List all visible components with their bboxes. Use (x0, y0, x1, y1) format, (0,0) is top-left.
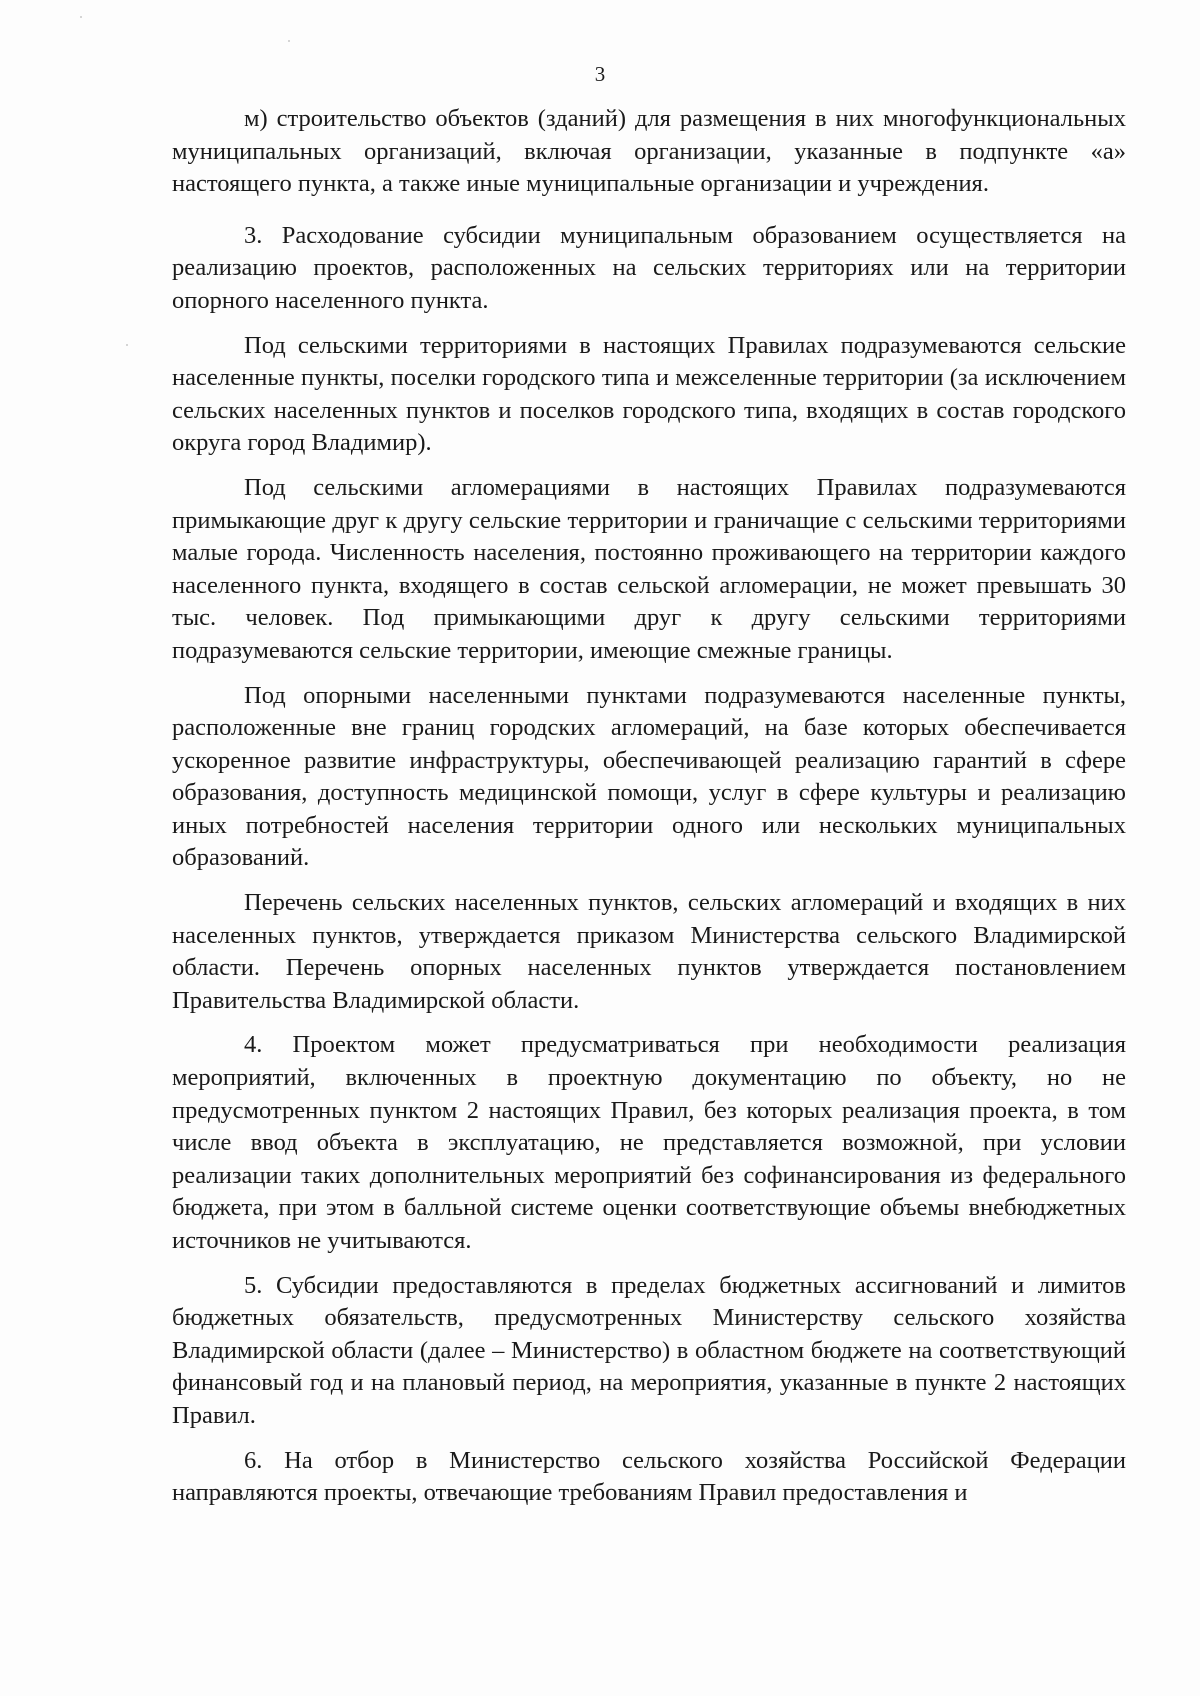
paragraph-clause-6: 6. На отбор в Министерство сельского хозяйства Российской Федерации направляются проекты, отвечающие требованиям Правил предоставления и (172, 1446, 1126, 1507)
scan-speck (126, 344, 128, 346)
paragraph-support-settlements: Под опорными населенными пунктами подразумеваются населенные пункты, расположенные вне границ городских агломераций, на базе которых обеспечивается ускоренное развитие инфраструктуры, обеспечивающей реализацию гарантий в сфере образования, доступность медицинской помощи, услуг в сфере культуры и реализацию иных потребностей населения территории одного или нескольких муниципальных образований. (172, 681, 1126, 872)
paragraph-clause-4: 4. Проектом может предусматриваться при необходимости реализация мероприятий, включенных в проектную документацию по объекту, но не предусмотренных пунктом 2 настоящих Правил, без которых реализация проекта, в том числе ввод объекта в эксплуатацию, не представляется возможной, при условии реализации таких дополнительных мероприятий без софинансирования из федерального бюджета, при этом в балльной системе оценки соответствующие объемы внебюджетных источников не учитываются. (172, 1031, 1126, 1254)
paragraph-rural-agglomerations: Под сельскими агломерациями в настоящих Правилах подразумеваются примыкающие друг к другу сельские территории и граничащие с сельскими территориями малые города. Численность населения, постоянно проживающего на территории каждого населенного пункта, входящего в состав сельской агломерации, не может превышать 30 тыс. человек. Под примыкающими друг к другу сельскими территориями подразумеваются сельские территории, имеющие смежные границы. (172, 473, 1126, 664)
scan-speck (80, 16, 82, 18)
page-number: 3 (594, 62, 606, 86)
paragraph-rural-territories: Под сельскими территориями в настоящих Правилах подразумеваются сельские населенные пункты, поселки городского типа и межселенные территории (за исключением сельских населенных пунктов и поселков городского типа, входящих в состав городского округа город Владимир). (172, 331, 1126, 457)
paragraph-clause-5: 5. Субсидии предоставляются в пределах бюджетных ассигнований и лимитов бюджетных обязательств, предусмотренных Министерству сельского хозяйства Владимирской области (далее – Министерство) в областном бюджете на соответствующий финансовый год и на плановый период, на мероприятия, указанные в пункте 2 настоящих Правил. (172, 1271, 1126, 1429)
paragraph-clause-3: 3. Расходование субсидии муниципальным образованием осуществляется на реализацию проектов, расположенных на сельских территориях или на территории опорного населенного пункта. (172, 221, 1126, 314)
document-body (172, 103, 1126, 1522)
scan-speck (288, 40, 290, 42)
paragraph-settlement-list: Перечень сельских населенных пунктов, сельских агломераций и входящих в них населенных пунктов, утверждается приказом Министерства сельского Владимирской области. Перечень опорных населенных пунктов утверждается постановлением Правительства Владимирской области. (172, 889, 1126, 1014)
paragraph-subitem-m: м) строительство объектов (зданий) для размещения в них многофункциональных муниципальных организаций, включая организации, указанные в подпункте «а» настоящего пункта, а также иные муниципальные организации и учреждения. (172, 105, 1126, 198)
